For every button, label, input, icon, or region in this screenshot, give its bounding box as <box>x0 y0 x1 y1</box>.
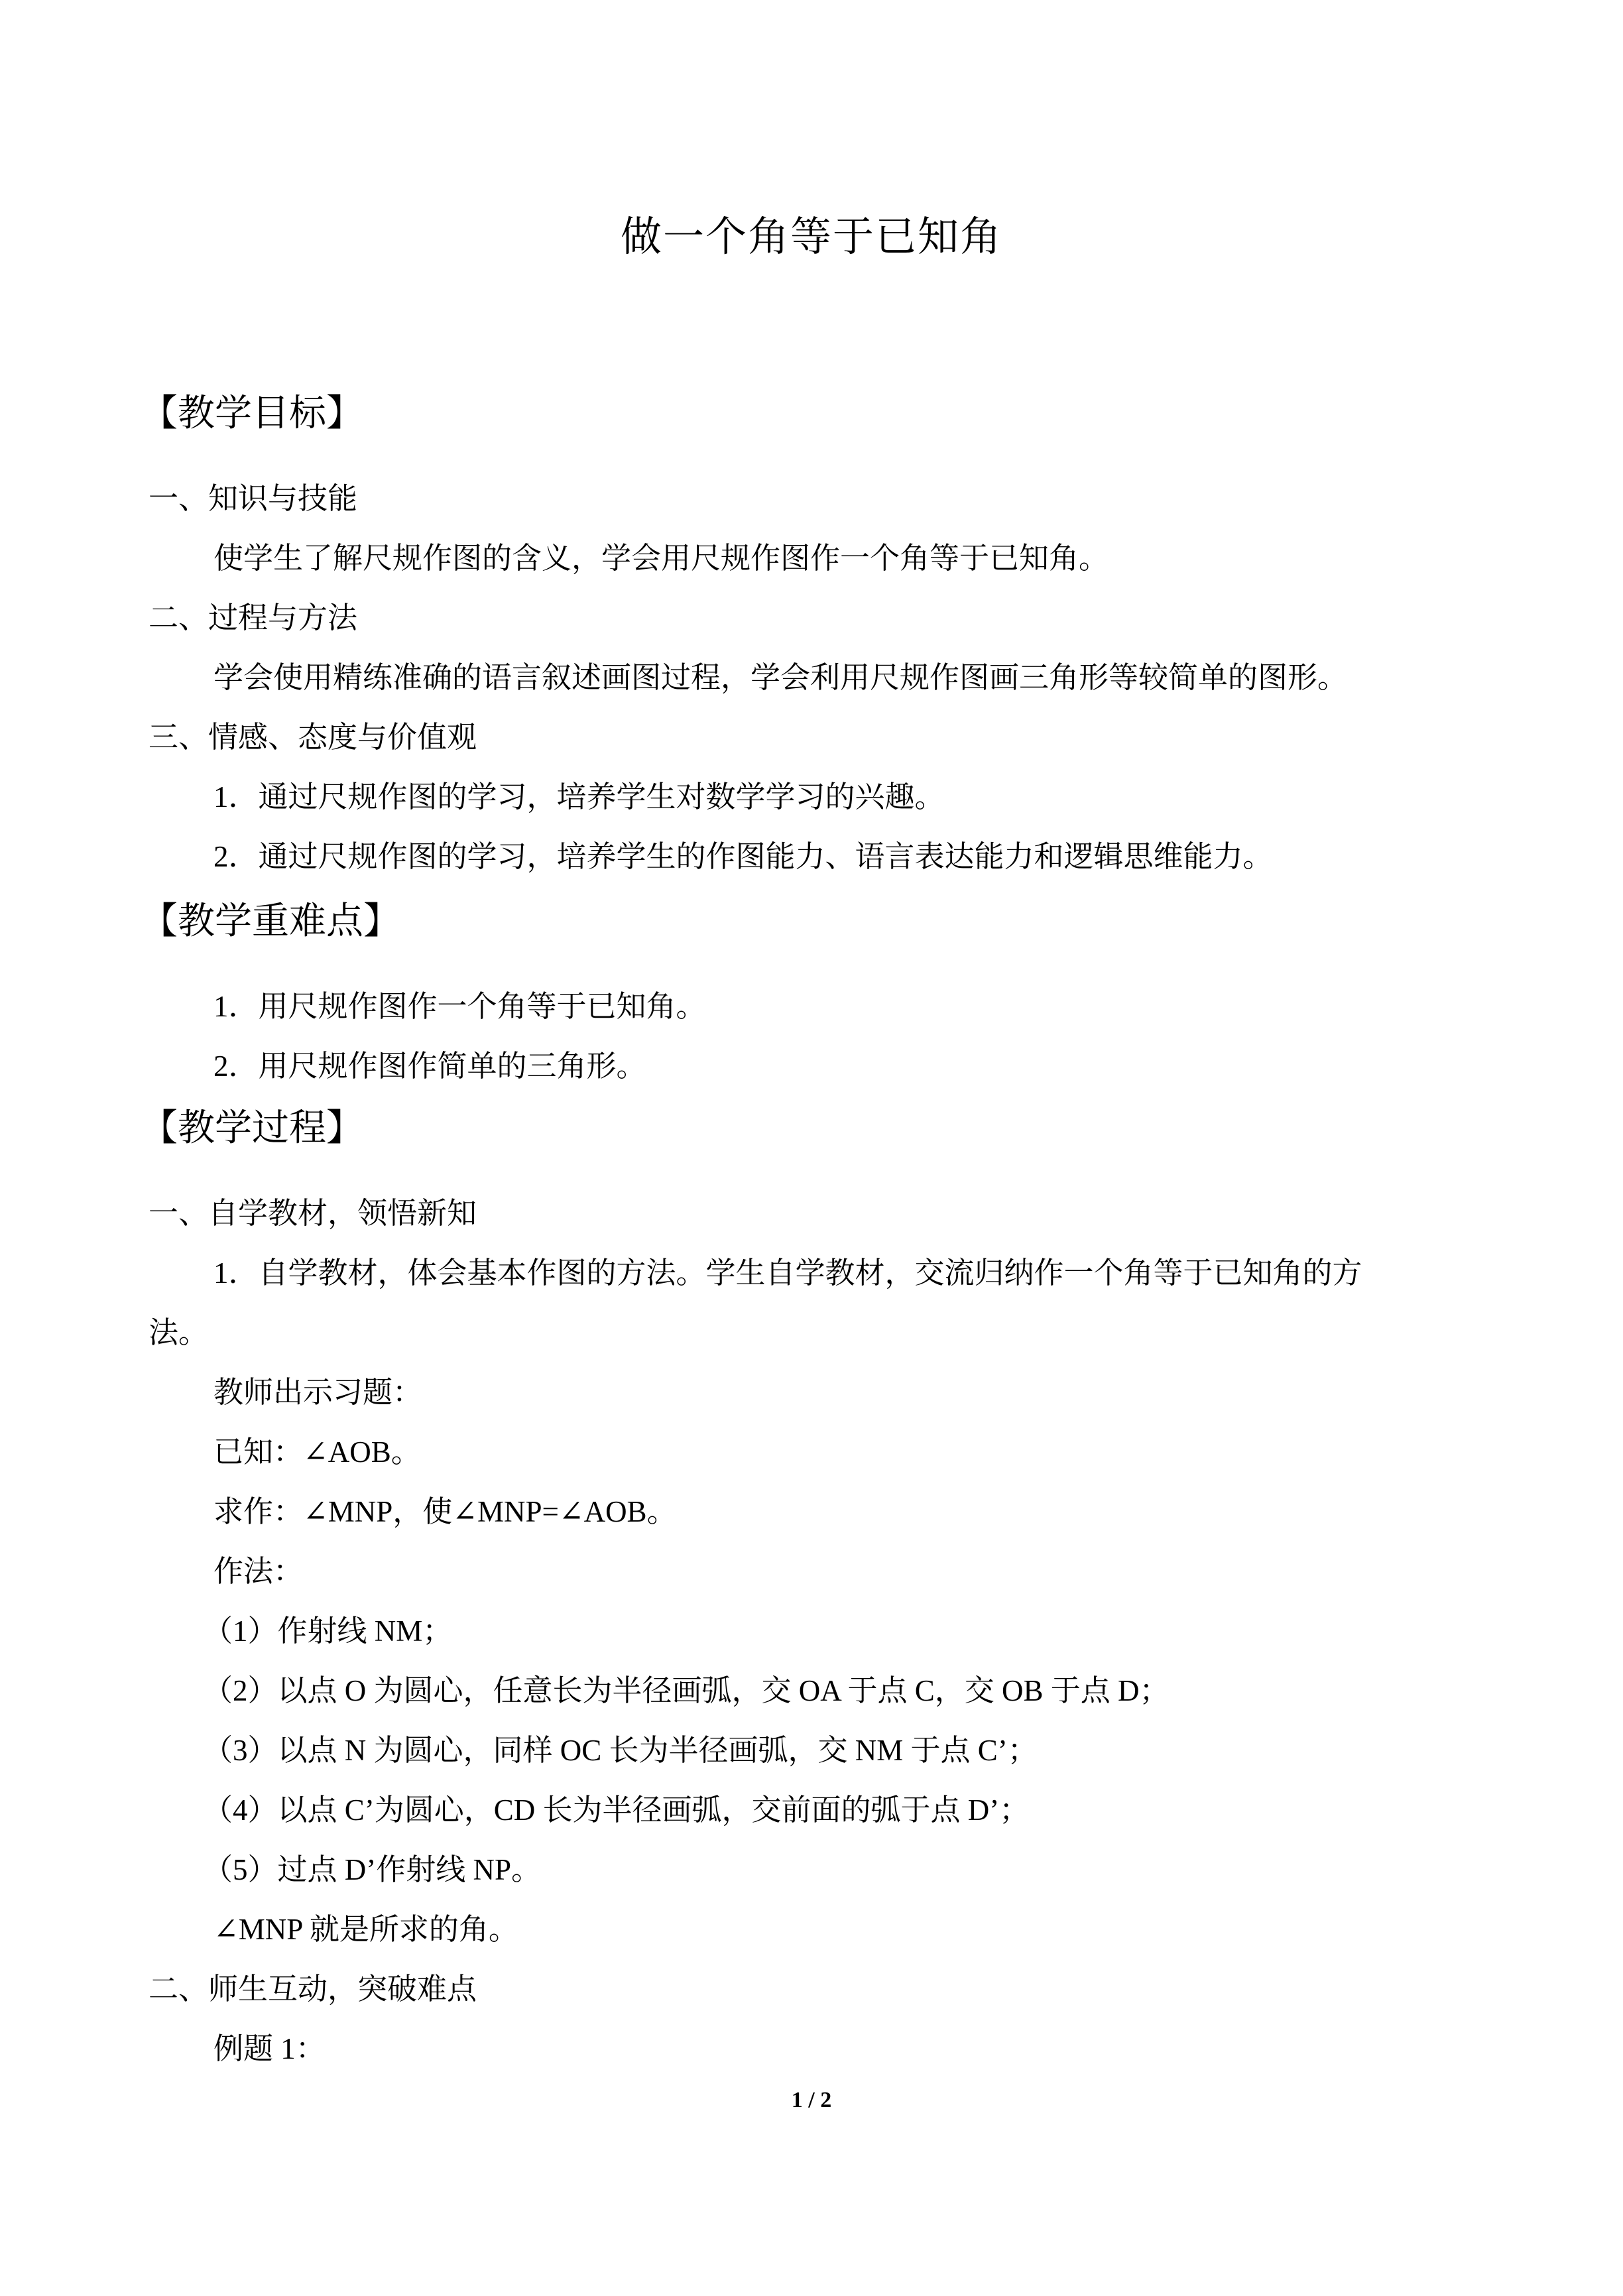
list-item-emotion-1: 1．通过尺规作图的学习，培养学生对数学学习的兴趣。 <box>213 780 945 814</box>
list-item-key-point-1: 1．用尺规作图作一个角等于已知角。 <box>213 990 706 1023</box>
paragraph-step1-line2: 法。 <box>149 1316 209 1349</box>
construction-step-3: （3）以点 N 为圆心，同样 OC 长为半径画弧，交 NM 于点 C’； <box>203 1734 1038 1767</box>
document-title: 做一个角等于已知角 <box>620 215 1002 260</box>
subsection-label-emotion: 三、情感、态度与价值观 <box>149 721 477 754</box>
paragraph-process-method: 学会使用精练准确的语言叙述画图过程，学会利用尺规作图画三角形等较简单的图形。 <box>213 661 1348 694</box>
paragraph-step1-line1: 1．自学教材，体会基本作图的方法。学生自学教材，交流归纳作一个角等于已知角的方 <box>213 1256 1362 1290</box>
subsection-label-self-study: 一、自学教材，领悟新知 <box>149 1197 477 1230</box>
method-label: 作法： <box>213 1555 304 1588</box>
construction-conclusion: ∠MNP 就是所求的角。 <box>213 1913 518 1946</box>
construction-step-5: （5）过点 D’作射线 NP。 <box>203 1853 542 1886</box>
subsection-label-knowledge: 一、知识与技能 <box>149 482 358 515</box>
example-label: 例题 1： <box>213 2032 326 2065</box>
teacher-prompt: 教师出示习题： <box>213 1376 423 1409</box>
construction-step-2: （2）以点 O 为圆心，任意长为半径画弧，交 OA 于点 C，交 OB 于点 D； <box>203 1674 1170 1707</box>
paragraph-knowledge: 使学生了解尺规作图的含义，学会用尺规作图作一个角等于已知角。 <box>213 542 1109 575</box>
section-heading-objectives: 【教学目标】 <box>141 393 363 434</box>
subsection-label-process-method: 二、过程与方法 <box>149 601 358 634</box>
section-heading-key-points: 【教学重难点】 <box>141 901 400 942</box>
list-item-key-point-2: 2．用尺规作图作简单的三角形。 <box>213 1050 646 1083</box>
subsection-label-interaction: 二、师生互动，突破难点 <box>149 1972 477 2006</box>
given-statement: 已知：∠AOB。 <box>213 1435 421 1469</box>
construction-step-4: （4）以点 C’为圆心，CD 长为半径画弧，交前面的弧于点 D’； <box>203 1793 1030 1827</box>
construction-step-1: （1）作射线 NM； <box>203 1614 453 1648</box>
page-number: 1 / 2 <box>791 2088 832 2112</box>
section-heading-process: 【教学过程】 <box>141 1108 363 1149</box>
list-item-emotion-2: 2．通过尺规作图的学习，培养学生的作图能力、语言表达能力和逻辑思维能力。 <box>213 840 1273 873</box>
required-statement: 求作：∠MNP，使∠MNP=∠AOB。 <box>213 1495 677 1528</box>
